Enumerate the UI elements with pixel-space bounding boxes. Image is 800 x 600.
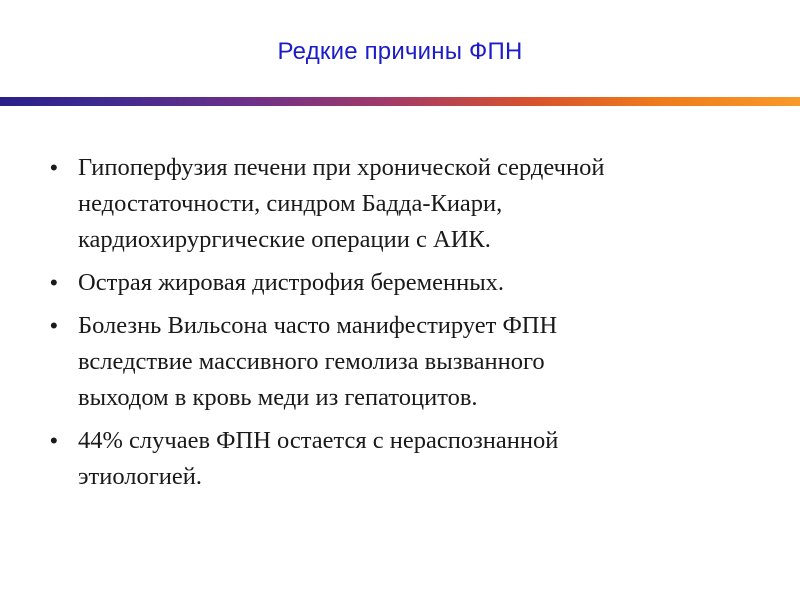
bullet-item-hypoperfusion	[48, 150, 748, 258]
bullet-text-line: кардиохирургические операции с АИК.	[78, 226, 491, 253]
bullet-text-line: вследствие массивного гемолиза вызванного	[78, 348, 545, 375]
bullet-marker: •	[50, 313, 58, 338]
bullet-text-line: 44% случаев ФПН остается с нераспознанной	[78, 427, 559, 454]
bullet-marker: •	[50, 155, 58, 180]
slide-title: Редкие причины ФПН	[277, 38, 523, 65]
title-divider-rule	[0, 97, 800, 106]
bullet-text-line: выходом в кровь меди из гепатоцитов.	[78, 384, 478, 411]
bullet-item-wilson-disease	[48, 308, 748, 416]
bullet-text-line: Болезнь Вильсона часто манифестирует ФПН	[78, 312, 558, 339]
bullet-marker: •	[50, 428, 58, 453]
bullet-text-line: этиологией.	[78, 463, 203, 490]
bullet-text-line: недостаточности, синдром Бадда-Киари,	[78, 190, 503, 217]
bullet-marker: •	[50, 270, 58, 295]
bullet-item-unknown-etiology	[48, 423, 748, 495]
bullet-text-line: Острая жировая дистрофия беременных.	[78, 269, 505, 296]
bullet-list	[48, 150, 748, 502]
bullet-text-line: Гипоперфузия печени при хронической сердечной	[78, 154, 605, 181]
bullet-item-fatty-dystrophy	[48, 265, 748, 301]
